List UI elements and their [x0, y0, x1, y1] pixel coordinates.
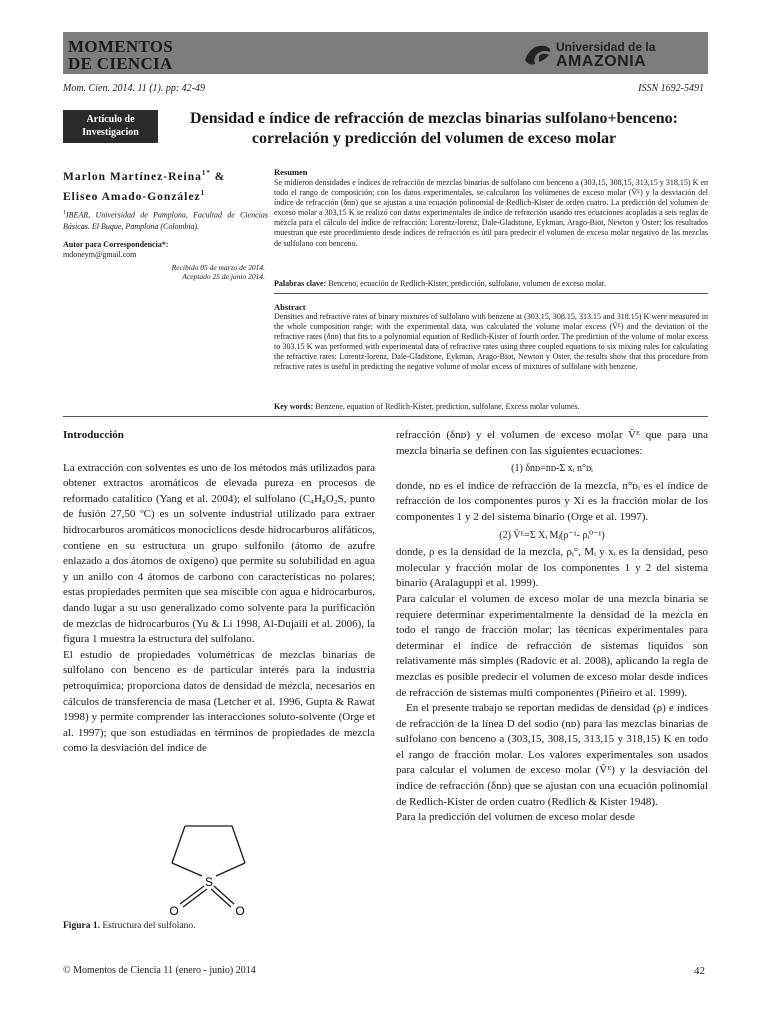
intro-paragraph-1: La extracción con solventes es uno de los métodos más utilizados para obtener extractos aromáticos de elevada pureza en procesos de reformado catalítico (Yang et al. 2004); el sulfolano (C₄H₈O₂S, punto de fusión 27,50 ºC) es un solvente industrial utilizado para extraer hidrocarburos aromáticos monocíclicos desde hidrocarburos alifáticos, contiene en su estructura un grupo sulfonilo (átomo de azufre enlazado a dos átomos de oxígeno) que permite su solubilidad en agua y un anillo con 4 átomos de carbono con características no polares; estas propiedades permiten que sea miscible con agua e hidrocarburos, dando lugar a su uso generalizado como solvente para la purificación de mezclas de hidrocarburos (Yu & Li 1998, Al-Dujaili et al. 2006), la figura 1 muestra la estructura del sulfolano.: [63, 461, 375, 646]
key-words: Key words: Benzene, equation of Redlich-Kister, prediction, sulfolane, Excess molar volumes.: [274, 402, 580, 411]
equation-2: (2) V̄ᴱ=Σ Xᵢ Mᵢ(ρ⁻¹- ρᵢ⁰⁻¹): [499, 529, 605, 541]
abstract-heading: Abstract: [274, 302, 306, 312]
affiliation: $^1$IBEAR, Universidad de Pamplona, Facultad de Ciencias Básicas. El Buque, Pamplona (Colombia).: [63, 210, 268, 231]
intro-paragraph-2: El estudio de propiedades volumétricas de mezclas binarias de sulfolano con benceno es de particular interés para la industria petroquímica; proporciona datos de densidad de mezcla, necesarios en cálculos de transferencia de masa (Letcher et al. 1996, Gupta & Rawat 1998) y permite comprender las interacciones soluto-solvente (Orge et al. 1997); que son estudiadas en términos de propiedades de mezcla como la desviación del índice de: [63, 648, 375, 755]
intro-heading: Introducción: [63, 429, 124, 441]
right-paragraph-2: donde, nᴅ es el índice de refracción de la mezcla, n°ᴅᵢ es el índice de refracción de los componentes puros y Xi es la fracción molar de los componentes 1 y 2 del sistema binario (Orge et al. 1997).: [396, 479, 708, 523]
author-1: Marlon Martínez-Reina: [63, 170, 202, 183]
university-logo-icon: [523, 40, 553, 68]
page-number: 42: [694, 965, 705, 977]
issn: ISSN 1692-5491: [638, 83, 704, 94]
right-paragraph-4: Para calcular el volumen de exceso molar de una mezcla binaria se requiere determinar experimentalmente la densidad de la mezcla en todo el rango de fracción molar; las técnicas experimentales para determinar el índice de refracción de sistemas líquidos son relativamente más simples (Radovic et al. 2008), aplicando la regla de mezclas es posible predecir el volumen de exceso molar desde índices de refracción de sistemas multi componentes (Piñeiro et al. 1999).: [396, 592, 708, 699]
right-column: [396, 428, 708, 826]
sulfolane-structure-figure: [150, 818, 270, 918]
oxygen-label-1: O: [169, 904, 179, 918]
right-paragraph-6: Para la predicción del volumen de exceso molar desde: [396, 811, 635, 824]
received-date: Recibido 05 de marzo de 2014.: [171, 263, 265, 272]
logo-text-line1: Universidad de la: [556, 40, 656, 54]
divider: [274, 293, 708, 294]
resumen-heading: Resumen: [274, 167, 308, 177]
journal-name: [68, 38, 173, 72]
intro-column: [63, 428, 375, 757]
correspondence-email: mdoneym@gmail.com: [63, 250, 137, 259]
right-paragraph-3: donde, ρ es la densidad de la mezcla, ρᵢ°, Mᵢ y xᵢ es la densidad, peso molecular y fracción molar de los componentes 1 y 2 del sistema binario (Aralaguppi et al. 1999).: [396, 546, 708, 590]
article-title: Densidad e índice de refracción de mezclas binarias sulfolano+benceno: correlación y predicción del volumen de exceso molar: [190, 110, 678, 147]
equation-1: (1) δnᴅ=nᴅ-Σ xᵢ n°ᴅᵢ: [511, 463, 593, 475]
resumen-body: Se midieron densidades e índices de refracción de mezclas binarias de sulfolano con benceno a (303,15, 308,15, 313,15 y 318,15) K en todo el rango de composición; con los datos experimentales, se calcularon los volúmenes de exceso molar (V̄ᴱ) y la desviación del índice de refracción (δnᴅ) que se ajustan a una ecuación polinomial de Redlich-Kister de orden cuatro. La predicción del volumen de exceso molar a 303,15 K se realizó con datos experimentales de índice de refracción usando tres ecuaciones acopladas a seis reglas de mezcla para el cálculo del índice de refracción: Lorentz-lorenz, Dale-Gladstone, Eykman, Arago-Biot, Newton y Oster; los resultados muestran que este procedimiento desde índices de refracción es útil para predecir el volumen de exceso molar negativo de las mezclas de sulfolano con benceno.: [274, 178, 708, 248]
author-2: Eliseo Amado-González: [63, 190, 201, 203]
journal-name-line2: DE CIENCIA: [68, 54, 173, 73]
authors: Marlon Martínez-Reina$^{1*}$ & Eliseo Amado-González$^1$: [63, 169, 226, 203]
divider: [63, 416, 708, 417]
accepted-date: Aceptado 25 de junio 2014.: [182, 272, 265, 281]
article-type-line1: Artículo de: [86, 114, 135, 125]
right-paragraph-1: refracción (δnᴅ) y el volumen de exceso molar V̄ᴱ que para una mezcla binaria se definen con las siguientes ecuaciones:: [396, 429, 708, 457]
palabras-clave: Palabras clave: Benceno, ecuación de Redlich-Kister, predicción, sulfolano, volumen de exceso molar.: [274, 279, 607, 288]
footer-copyright: © Momentos de Ciencia 11 (enero - junio) 2014: [63, 965, 256, 976]
right-paragraph-5: En el presente trabajo se reportan medidas de densidad (ρ) e índices de refracción de la línea D del sodio (nᴅ) para las mezclas binarias de sulfolano con benceno a (303,15, 308,15, 313,15 y 318,15) K en todo el rango de fracción molar. Los valores experimentales son usados para calcular el volumen de exceso molar (V̄ᴱ) y la desviación del índice de refracción (δnᴅ) que se ajustan con una ecuación polinomial de Redlich-Kister de orden cuatro (Redlich & Kister 1948).: [396, 702, 708, 808]
sulfur-label: S: [204, 875, 214, 889]
dates: [63, 263, 265, 281]
correspondence-label: Autor para Correspondencia*:: [63, 240, 169, 249]
journal-name-line1: MOMENTOS: [68, 37, 174, 56]
article-type-line2: Investigacion: [82, 127, 139, 138]
article-type-badge: [63, 110, 158, 143]
citation: Mom. Cien. 2014. 11 (1). pp: 42-49: [63, 83, 206, 94]
oxygen-label-2: O: [235, 904, 245, 918]
figure-caption: Figura 1. Estructura del sulfolano.: [63, 921, 196, 931]
logo-text-line2: AMAZONIA: [556, 53, 647, 70]
abstract-body: Densities and refractive rates of binary mixtures of sulfolano with benzene at (303.15, 308.15, 313.15 and 318.15) K were measured in the whole composition range; with the experimental data, was calculated the volume molar excess (V̄ᴱ) and the deviation of the refractive rates (δnᴅ) that fits to a polynomial equation of Redlich-Kister of fourth order. The prediction of the volume of molar excess to 303.15 K was performed with experimental data of refractive rates using three coupled equations to six mixing rules for calculating the refractive rates: Lorentz-lorenz, Dale-Gladstone, Eykman, Arago-Biot, Newton y Oster, the results show that this procedure from refractive rates is useful in predicting the negative volume of molar excess of mixtures of sulfolane with benzene.: [274, 312, 708, 372]
